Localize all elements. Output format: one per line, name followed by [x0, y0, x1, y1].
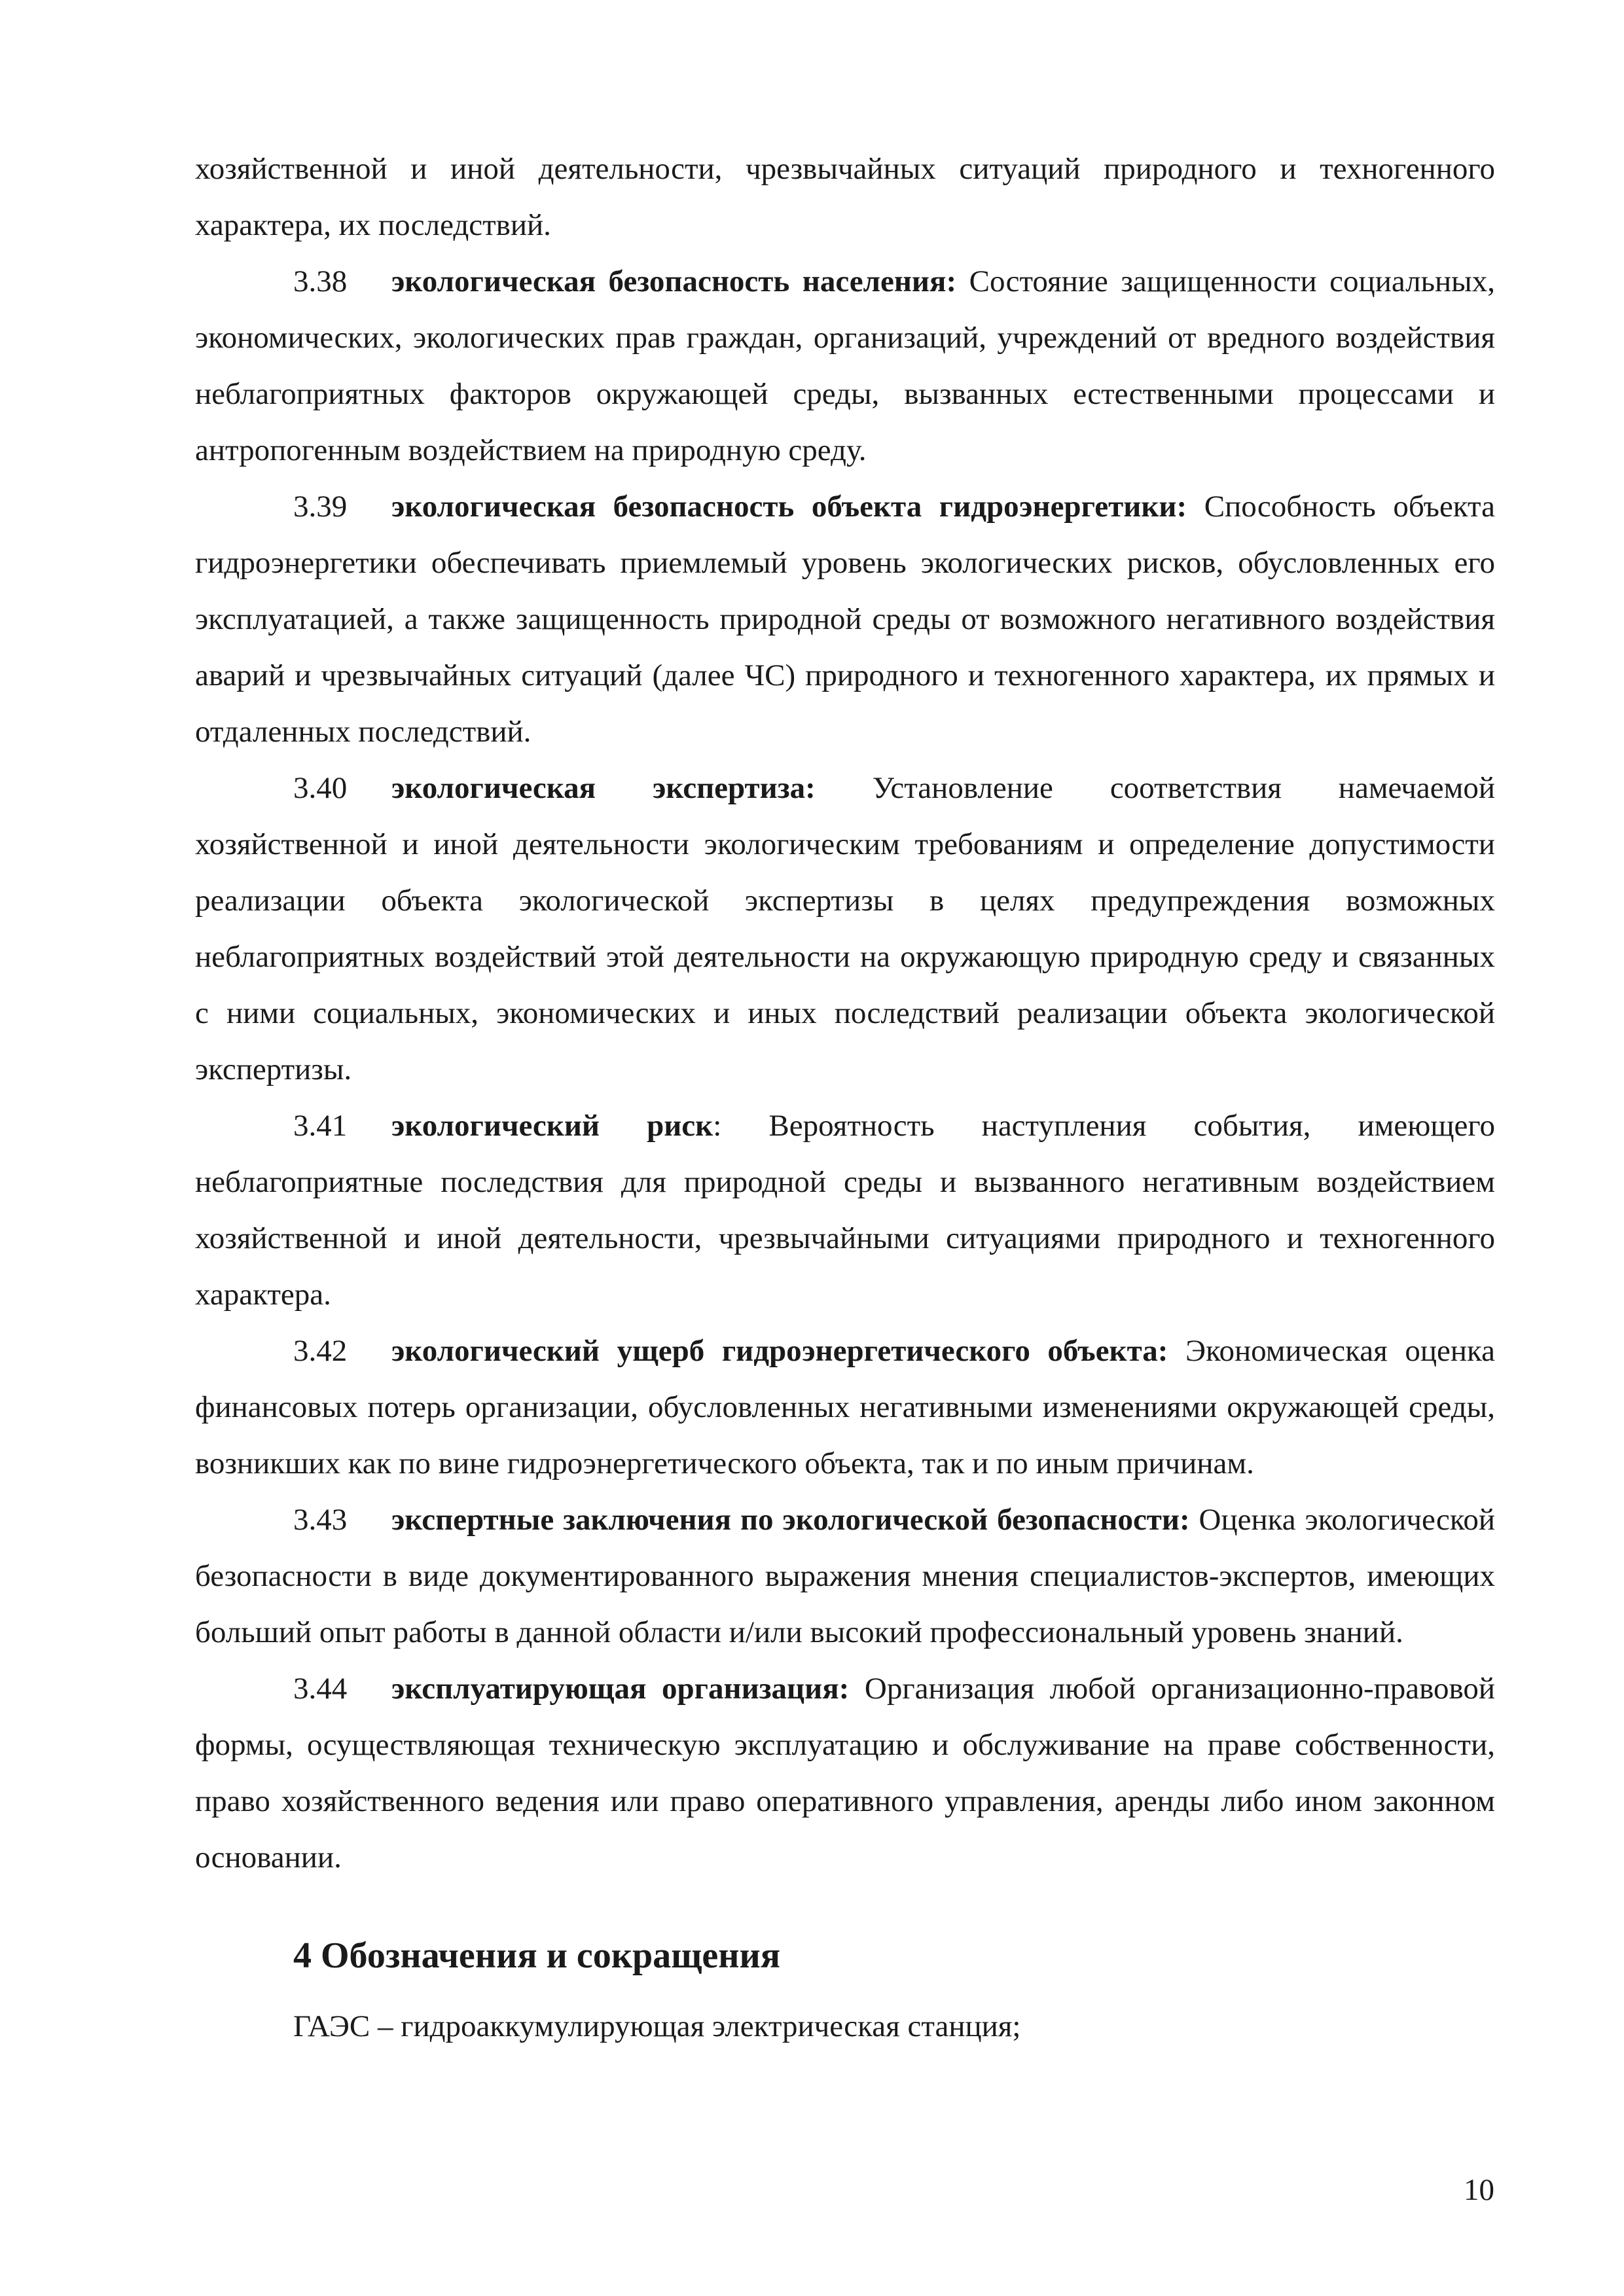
term-title: эксплуатирующая организация:: [391, 1672, 850, 1706]
term-entry-3-39: [195, 478, 1495, 760]
term-title: экологическая безопасность населения:: [391, 264, 957, 298]
term-definition: Состояние защищенности социальных, экономических, экологических прав граждан, организаций, учреждений от вредного воздействия неблагоприятных факторов окружающей среды, вызванных естественными процессами и антропогенным воздействием на природную среду.: [195, 264, 1495, 467]
term-entry-3-42: [195, 1323, 1495, 1492]
term-definition: Организация любой организационно-правовой формы, осуществляющая техническую эксплуатацию и обслуживание на праве собственности, право хозяйственного ведения или право оперативного управления, аренды либо ином законном основании.: [195, 1672, 1496, 1874]
term-number: 3.44: [293, 1672, 348, 1706]
term-entry-3-44: [195, 1660, 1495, 1886]
term-definition: Экономическая оценка финансовых потерь организации, обусловленных негативными изменениями окружающей среды, возникших как по вине гидроэнергетического объекта, так и по иным причинам.: [195, 1334, 1495, 1480]
term-number: 3.42: [293, 1334, 348, 1368]
term-title: экологическая экспертиза:: [391, 771, 816, 805]
term-entry-3-43: [195, 1492, 1495, 1660]
term-number: 3.39: [293, 490, 348, 524]
term-title: экологический риск: [391, 1109, 713, 1143]
term-number: 3.43: [293, 1503, 348, 1537]
term-number: 3.38: [293, 264, 348, 298]
term-title: экологическая безопасность объекта гидроэнергетики:: [391, 490, 1187, 524]
term-title: экологический ущерб гидроэнергетического объекта:: [391, 1334, 1168, 1368]
document-body: [195, 141, 1495, 2054]
section-heading: 4 Обозначения и сокращения: [293, 1935, 781, 1976]
term-entry-3-41: [195, 1098, 1495, 1323]
continuation-paragraph: хозяйственной и иной деятельности, чрезвычайных ситуаций природного и техногенного характера, их последствий.: [195, 152, 1495, 242]
term-entry-3-38: [195, 253, 1495, 478]
term-definition: : Вероятность наступления события, имеющего неблагоприятные последствия для природной среды и вызванного негативным воздействием хозяйственной и иной деятельности, чрезвычайными ситуациями природного и техногенного характера.: [195, 1109, 1496, 1312]
term-definition: Способность объекта гидроэнергетики обеспечивать приемлемый уровень экологических рисков, обусловленных его эксплуатацией, а также защищенность природной среды от возможного негативного воздействия аварий и чрезвычайных ситуаций (далее ЧС) природного и техногенного характера, их прямых и отдаленных последствий.: [195, 490, 1495, 749]
term-entry-3-40: [195, 760, 1495, 1098]
term-number: 3.40: [293, 771, 348, 805]
abbreviation-item: ГАЭС – гидроаккумулирующая электрическая станция;: [293, 2009, 1021, 2043]
term-number: 3.41: [293, 1109, 348, 1143]
term-title: экспертные заключения по экологической безопасности:: [391, 1503, 1190, 1537]
term-definition: Оценка экологической безопасности в виде документированного выражения мнения специалистов-экспертов, имеющих больший опыт работы в данной области и/или высокий профессиональный уровень знаний.: [195, 1503, 1496, 1649]
term-definition: Установление соответствия намечаемой хозяйственной и иной деятельности экологическим требованиям и определение допустимости реализации объекта экологической экспертизы в целях предупреждения возможных неблагоприятных воздействий этой деятельности на окружающую природную среду и связанных с ними социальных, экономических и иных последствий реализации объекта экологической экспертизы.: [195, 771, 1496, 1086]
page-number: 10: [1464, 2173, 1494, 2207]
